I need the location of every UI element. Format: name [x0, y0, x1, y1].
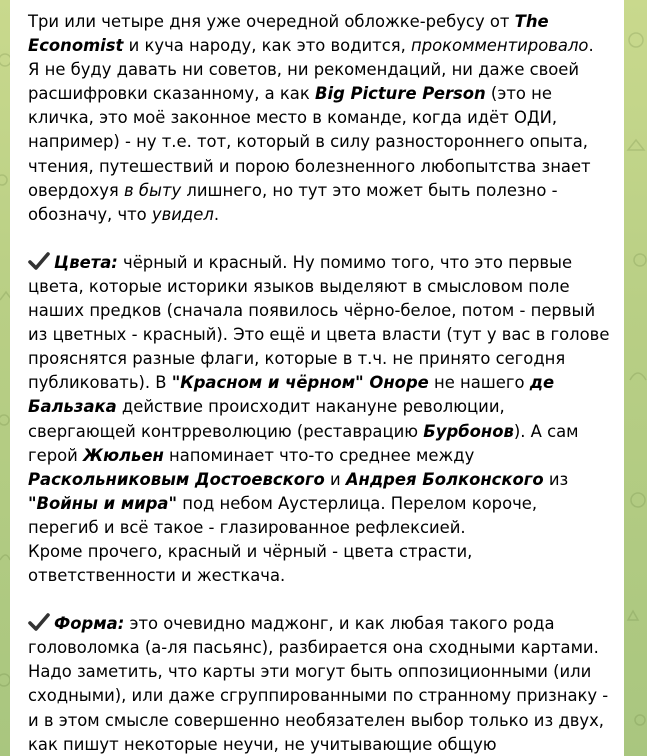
balzac-mention: де Бальзака	[28, 373, 555, 417]
colors-heading: Цвета:	[54, 252, 118, 272]
war-and-peace-title: "Войны и мира"	[28, 493, 178, 513]
message-bubble	[10, 0, 624, 756]
text-segment: действие происходит накануне революции, свергающей контрреволюцию (реставрацию	[28, 397, 505, 441]
text-segment: напоминает что-то среднее между	[163, 445, 475, 465]
red-and-black-title: "Красном и чёрном" Оноре	[171, 373, 429, 393]
paragraph-gap	[28, 588, 610, 612]
commented-italic: прокомментировало	[411, 36, 589, 56]
bourbons-mention: Бурбонов	[423, 421, 514, 441]
paragraph-gap	[28, 227, 610, 251]
text-segment: чёрный и красный. Ну помимо того, что это первые цвета, которые историки языков выделяют в смысловом поле наших предков (сначала появилось чёрно-белое, потом - первый из цветных - красный). Это ещё и цвета власти (тут у вас в голове прояснятся разные флаги, которые в т.ч. не принято сегодня публиковать). В	[28, 252, 610, 393]
julien-mention: Жюльен	[83, 445, 164, 465]
message-paragraph-form	[28, 612, 610, 756]
text-segment: и куча народу, как это водится,	[123, 36, 411, 56]
bolkonsky-mention: Андрея Болконского	[345, 469, 544, 489]
text-segment: Кроме прочего, красный и чёрный - цвета страсти, ответственности и жесткача.	[28, 541, 473, 586]
text-segment: .	[213, 204, 220, 224]
text-segment: лишнего, но тут это может быть полезно - обозначу, что	[28, 180, 558, 224]
text-segment: (это не кличка, это моё законное место в команде, когда идёт ОДИ, например) - ну т.е. тот, который в силу разностороннего опыта, чтения, путешествий и порою болезненного любопытства знает овердохуя	[28, 84, 591, 200]
message-paragraph-colors	[28, 251, 610, 588]
heavy-check-mark-icon	[28, 251, 50, 271]
form-heading: Форма:	[54, 614, 125, 634]
text-segment: под небом Аустерлица. Перелом короче, перегиб и всё такое - глазированное рефлексией.	[28, 493, 538, 537]
big-picture-person-mention: Big Picture Person	[314, 84, 486, 104]
text-segment: . Я не буду давать ни советов, ни рекомендаций, ни даже своей расшифровки сказанному, а как	[28, 36, 594, 104]
v-bytu-italic: в быту	[124, 180, 182, 200]
text-segment: это очевидно маджонг, и как любая такого рода головоломка (а-ля пасьянс), разбирается она сходными картами. Надо заметить, что карты эти могут быть оппозиционными (или сходными), или даже сгруппированными по странному признаку - и в этом смысле совершенно необязателен выбор только из двух, как пишут некоторые неучи, не учитывающие общую	[28, 614, 609, 754]
raskolnikov-mention: Раскольниковым Достоевского	[28, 469, 325, 489]
text-segment: из	[543, 469, 569, 489]
message-paragraph-intro	[28, 10, 610, 227]
text-segment: и	[324, 469, 346, 489]
the-economist-mention: The Economist	[28, 12, 549, 56]
heavy-check-mark-icon	[28, 612, 50, 632]
text-segment: Три или четыре дня уже очередной обложке-ребусу от	[28, 12, 515, 31]
text-segment: ). А сам герой	[28, 421, 579, 465]
saw-italic: увидел	[151, 204, 214, 224]
text-segment: не нашего	[428, 373, 530, 393]
